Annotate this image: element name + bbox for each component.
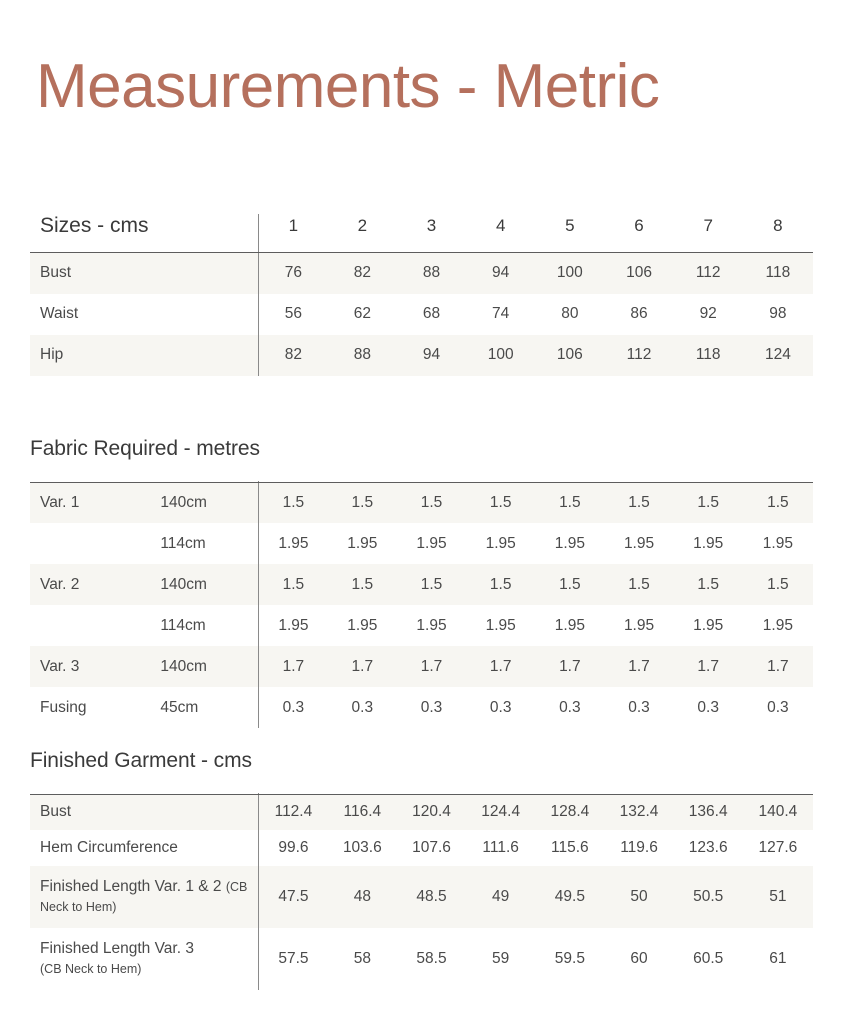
cell: 57.5 [259, 928, 328, 990]
row-label: Bust [30, 253, 259, 294]
cell: 88 [397, 253, 466, 294]
sizes-header-row [30, 214, 813, 253]
size-column-6: 6 [604, 214, 673, 253]
size-column-1: 1 [259, 214, 328, 253]
cell: 1.5 [674, 482, 743, 523]
cell: 132.4 [604, 794, 673, 830]
cell: 99.6 [259, 830, 328, 866]
cell: 61 [743, 928, 813, 990]
cell: 1.95 [535, 523, 604, 564]
cell: 92 [674, 294, 743, 335]
row-label-note: (CB Neck to Hem) [40, 962, 142, 977]
cell: 1.5 [397, 564, 466, 605]
cell: 0.3 [674, 687, 743, 728]
table-row [30, 294, 813, 335]
table-row [30, 794, 813, 830]
cell: 112 [604, 335, 673, 376]
cell: 1.95 [674, 605, 743, 646]
row-label: Var. 3 [30, 646, 160, 687]
cell: 1.95 [259, 605, 328, 646]
row-label [30, 830, 259, 866]
cell: 119.6 [604, 830, 673, 866]
cell: 118 [743, 253, 813, 294]
cell: 140.4 [743, 794, 813, 830]
cell: 1.7 [674, 646, 743, 687]
cell: 1.95 [604, 605, 673, 646]
size-column-3: 3 [397, 214, 466, 253]
row-label [30, 605, 160, 646]
cell: 1.7 [397, 646, 466, 687]
cell: 100 [466, 335, 535, 376]
row-label-text: Bust [40, 803, 72, 821]
row-width-label: 140cm [160, 564, 258, 605]
cell: 1.5 [328, 482, 397, 523]
row-width-label: 140cm [160, 646, 258, 687]
sizes-header-label: Sizes - cms [30, 214, 259, 253]
cell: 94 [397, 335, 466, 376]
cell: 1.7 [604, 646, 673, 687]
cell: 82 [259, 335, 328, 376]
row-label [30, 523, 160, 564]
finished-garment-section [0, 749, 845, 990]
cell: 1.95 [397, 523, 466, 564]
finished-garment-table [30, 793, 813, 990]
cell: 50.5 [674, 866, 743, 928]
cell: 1.5 [466, 482, 535, 523]
cell: 1.95 [604, 523, 673, 564]
cell: 59 [466, 928, 535, 990]
cell: 48.5 [397, 866, 466, 928]
row-label: Hip [30, 335, 259, 376]
cell: 50 [604, 866, 673, 928]
cell: 62 [328, 294, 397, 335]
cell: 0.3 [535, 687, 604, 728]
cell: 112.4 [259, 794, 328, 830]
cell: 115.6 [535, 830, 604, 866]
cell: 0.3 [743, 687, 813, 728]
finished-section-heading: Finished Garment - cms [30, 749, 252, 772]
cell: 0.3 [604, 687, 673, 728]
cell: 112 [674, 253, 743, 294]
row-width-label: 45cm [160, 687, 258, 728]
sizes-section [0, 214, 845, 376]
cell: 116.4 [328, 794, 397, 830]
cell: 123.6 [674, 830, 743, 866]
cell: 1.5 [259, 564, 328, 605]
cell: 1.7 [466, 646, 535, 687]
cell: 1.5 [604, 564, 673, 605]
cell: 0.3 [466, 687, 535, 728]
cell: 1.5 [466, 564, 535, 605]
cell: 68 [397, 294, 466, 335]
cell: 1.5 [259, 482, 328, 523]
row-width-label: 114cm [160, 523, 258, 564]
table-row [30, 605, 813, 646]
cell: 1.5 [535, 482, 604, 523]
row-label: Waist [30, 294, 259, 335]
cell: 1.5 [743, 482, 813, 523]
cell: 1.7 [535, 646, 604, 687]
cell: 58 [328, 928, 397, 990]
fabric-section [0, 437, 845, 728]
row-label-text: Hem Circumference [40, 839, 178, 857]
cell: 1.5 [743, 564, 813, 605]
cell: 1.5 [604, 482, 673, 523]
cell: 80 [535, 294, 604, 335]
table-row [30, 564, 813, 605]
row-width-label: 140cm [160, 482, 258, 523]
row-label-text: Finished Length Var. 1 & 2 [40, 878, 222, 896]
cell: 48 [328, 866, 397, 928]
cell: 124 [743, 335, 813, 376]
cell: 136.4 [674, 794, 743, 830]
row-width-label: 114cm [160, 605, 258, 646]
size-column-4: 4 [466, 214, 535, 253]
cell: 51 [743, 866, 813, 928]
table-row [30, 523, 813, 564]
cell: 82 [328, 253, 397, 294]
cell: 0.3 [259, 687, 328, 728]
cell: 0.3 [328, 687, 397, 728]
cell: 58.5 [397, 928, 466, 990]
cell: 76 [259, 253, 328, 294]
table-row [30, 928, 813, 990]
table-row [30, 687, 813, 728]
cell: 49.5 [535, 866, 604, 928]
table-row [30, 482, 813, 523]
cell: 103.6 [328, 830, 397, 866]
cell: 1.5 [535, 564, 604, 605]
row-label-note: (CB Neck to Hem) [40, 880, 248, 915]
cell: 1.95 [743, 523, 813, 564]
cell: 47.5 [259, 866, 328, 928]
row-label [30, 794, 259, 830]
cell: 1.95 [466, 605, 535, 646]
cell: 86 [604, 294, 673, 335]
row-label [30, 866, 259, 928]
cell: 1.95 [466, 523, 535, 564]
cell: 94 [466, 253, 535, 294]
page-title: Measurements - Metric [36, 51, 660, 121]
cell: 118 [674, 335, 743, 376]
cell: 1.95 [397, 605, 466, 646]
table-row [30, 830, 813, 866]
cell: 1.5 [674, 564, 743, 605]
cell: 88 [328, 335, 397, 376]
cell: 111.6 [466, 830, 535, 866]
cell: 106 [535, 335, 604, 376]
fabric-table [30, 481, 813, 728]
cell: 127.6 [743, 830, 813, 866]
sizes-table [30, 214, 813, 376]
cell: 106 [604, 253, 673, 294]
cell: 1.7 [743, 646, 813, 687]
row-label: Var. 1 [30, 482, 160, 523]
row-label: Var. 2 [30, 564, 160, 605]
cell: 74 [466, 294, 535, 335]
table-row [30, 253, 813, 294]
cell: 1.7 [328, 646, 397, 687]
cell: 60.5 [674, 928, 743, 990]
cell: 49 [466, 866, 535, 928]
row-label-text: Finished Length Var. 3 [40, 940, 194, 958]
cell: 1.95 [743, 605, 813, 646]
cell: 1.7 [259, 646, 328, 687]
cell: 1.95 [328, 605, 397, 646]
table-row [30, 866, 813, 928]
cell: 1.95 [674, 523, 743, 564]
cell: 1.95 [259, 523, 328, 564]
size-column-8: 8 [743, 214, 813, 253]
cell: 1.95 [328, 523, 397, 564]
cell: 124.4 [466, 794, 535, 830]
table-row [30, 646, 813, 687]
cell: 120.4 [397, 794, 466, 830]
size-column-5: 5 [535, 214, 604, 253]
fabric-section-heading: Fabric Required - metres [30, 437, 260, 460]
cell: 98 [743, 294, 813, 335]
cell: 56 [259, 294, 328, 335]
cell: 1.95 [535, 605, 604, 646]
cell: 0.3 [397, 687, 466, 728]
cell: 100 [535, 253, 604, 294]
cell: 128.4 [535, 794, 604, 830]
row-label [30, 928, 259, 990]
row-label: Fusing [30, 687, 160, 728]
cell: 1.5 [328, 564, 397, 605]
size-column-7: 7 [674, 214, 743, 253]
cell: 107.6 [397, 830, 466, 866]
cell: 60 [604, 928, 673, 990]
cell: 59.5 [535, 928, 604, 990]
table-row [30, 335, 813, 376]
cell: 1.5 [397, 482, 466, 523]
size-column-2: 2 [328, 214, 397, 253]
